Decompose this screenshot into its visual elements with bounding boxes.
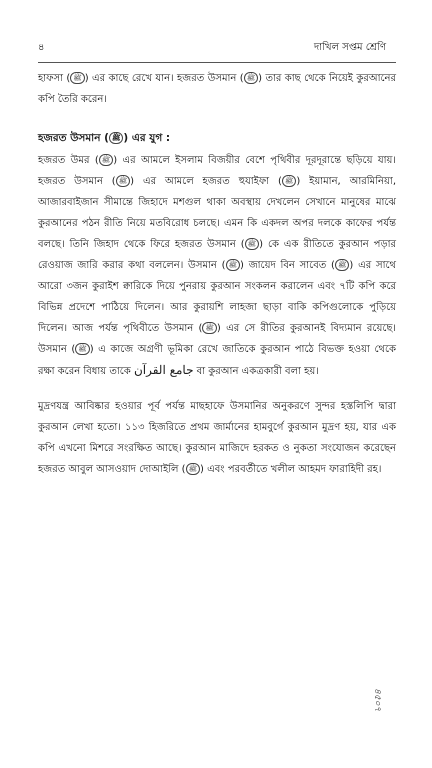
- page-header: [0, 40, 432, 60]
- paragraph-1: [38, 68, 396, 110]
- salutation-icon: ﷺ: [226, 259, 240, 271]
- header-divider: [38, 62, 396, 63]
- salutation-icon: ﷺ: [75, 343, 89, 355]
- text-run: ) কে এক রীতিতে কুরআন পড়ার রেওয়াজ জারি করার কথা বললেন। উসমান (: [38, 239, 396, 271]
- heading-text: ) এর যুগ :: [123, 132, 171, 144]
- text-run: ) এর আমলে ইসলাম বিজয়ীর বেশে পৃথিবীর দূরদূরান্তে ছড়িয়ে যায়। হজরত উসমান (: [38, 155, 396, 187]
- salutation-icon: ﷺ: [109, 132, 123, 144]
- paragraph-2: [38, 150, 396, 382]
- section-heading: [38, 128, 396, 148]
- text-run: ) এর আমলে হজরত হুযাইফা (: [130, 176, 282, 187]
- text-run: ) এর সাথে আরো ৩জন কুরাইশ ক্বারিকে দিয়ে পুনরায় কুরআন সংকলন করালেন এবং ৭টি কপি করে বিভিন্ন প্রদেশে পাঠিয়ে দিলেন। আর কুরায়শি লাহজা ছাড়া বাকি কপিগুলোকে পুড়িয়ে দিলেন। আজ পর্যন্ত পৃথিবীতে উসমান (: [38, 260, 396, 334]
- salutation-icon: ﷺ: [70, 72, 84, 84]
- text-run: ) জায়েদ বিন সাবেত (: [240, 260, 335, 271]
- salutation-icon: ﷺ: [282, 175, 296, 187]
- salutation-icon: ﷺ: [99, 154, 113, 166]
- salutation-icon: ﷺ: [116, 175, 130, 187]
- salutation-icon: ﷺ: [335, 259, 349, 271]
- text-run: বা কুরআন একত্রকারী বলা হয়।: [193, 366, 319, 377]
- salutation-icon: ﷺ: [202, 322, 216, 334]
- text-run: ) ইয়ামান, আরমিনিয়া, আজারবাইজান সীমান্তে জিহাদে মশগুল থাকা অবস্থায় দেখলেন সেখানে মানুষের মাঝে কুরআনের পঠন রীতি নিয়ে মতবিরোধ চলছে। এমন কি একদল অপর দলকে কাফের পর্যন্ত বলছে। তিনি জিহাদ থেকে ফিরে হজরত উসমান (: [38, 176, 396, 250]
- paragraph-3: [38, 396, 396, 480]
- text-run: ) তার কাছ থেকে নিয়েই কুরআনের কপি তৈরি করেন।: [38, 73, 396, 105]
- subject-title: দাখিল সপ্তম শ্রেণি: [313, 42, 386, 53]
- page-number: ৪: [38, 42, 45, 53]
- arabic-term: جامع القرآن: [133, 363, 194, 377]
- text-run: হাফসা (: [38, 73, 71, 84]
- text-run: মুদ্রণযন্ত্র আবিষ্কার হওয়ার পূর্ব পর্যন্ত মাছহাফে উসমানির অনুকরণে সুন্দর হস্তলিপি দ্বারা কুরআন লেখা হতো। ১১৩ হিজরিতে প্রথম জার্মানের হামবুর্গে কুরআন মুদ্রণ হয়, যার এক কপি এখনো মিশরে সংরক্ষিত আছে। কুরআন মাজিদে হরকত ও নুকতা সংযোজন করেছেন হজরত আবুল আসওয়াদ দোআইলি (: [38, 401, 396, 475]
- text-run: ) এ কাজে অগ্রণী ভূমিকা রেখে জাতিকে কুরআন পাঠে বিভক্ত হওয়া থেকে রক্ষা করেন বিধায় তাকে: [38, 344, 396, 377]
- salutation-icon: ﷺ: [244, 72, 258, 84]
- page-body: [38, 68, 396, 480]
- heading-text: হজরত উসমান (: [38, 132, 109, 144]
- text-run: ) এর সে রীতির কুরআনই বিদ্যমান রয়েছে। উসমান (: [38, 323, 396, 355]
- salutation-icon: ﷺ: [186, 463, 200, 475]
- salutation-icon: ﷺ: [245, 238, 259, 250]
- text-run: হজরত উমর (: [38, 155, 99, 166]
- margin-note: ৪৫০৭: [372, 688, 382, 712]
- text-run: ) এর কাছে রেখে যান। হজরত উসমান (: [84, 73, 244, 84]
- text-run: ) এবং পরবর্তীতে খলীল আহমদ ফারাহিদী রহ।: [200, 464, 382, 475]
